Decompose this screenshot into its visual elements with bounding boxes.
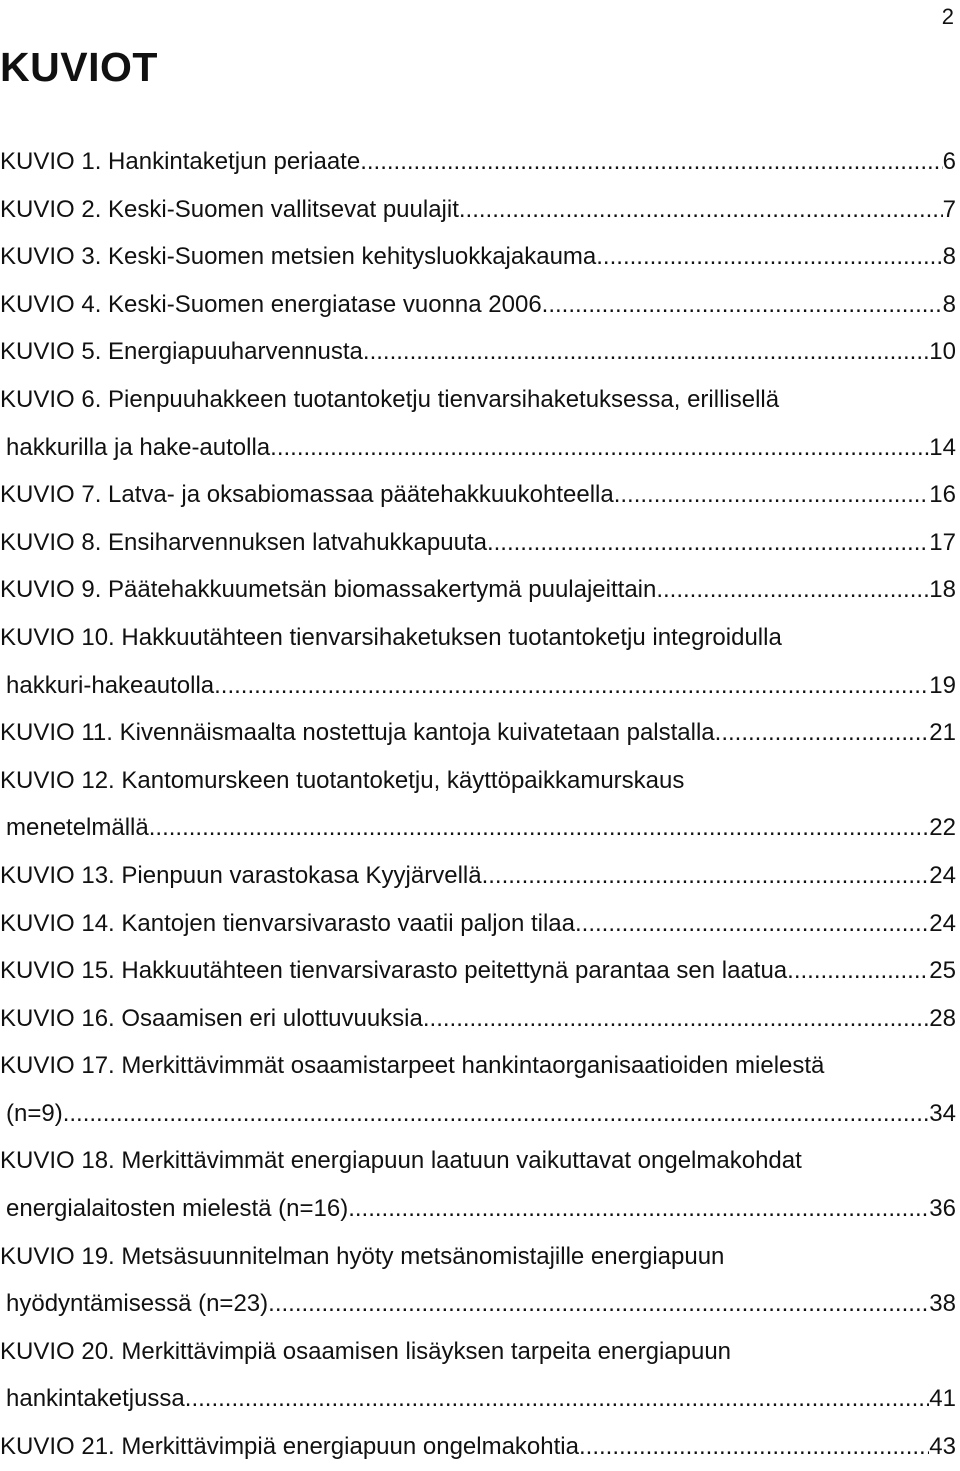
toc-entry-line	[0, 1375, 960, 1423]
toc-entry-line	[0, 471, 960, 519]
toc-entry-title: KUVIO 20. Merkittävimpiä osaamisen lisäyksen tarpeita energiapuun	[0, 1337, 732, 1365]
figure-list	[0, 138, 960, 1471]
toc-entry-title: energialaitosten mielestä (n=16).	[6, 1195, 355, 1223]
dot-leader	[787, 947, 929, 995]
dot-leader	[214, 662, 929, 710]
toc-entry-line	[0, 1137, 960, 1185]
toc-entry-title: KUVIO 15. Hakkuutähteen tienvarsivarasto peitettynä parantaa sen laatua	[0, 957, 788, 985]
toc-entry-page: 21	[929, 719, 956, 747]
toc-entry-title: (n=9).	[6, 1099, 70, 1127]
toc-entry-page: 7	[942, 195, 956, 223]
toc-entry[interactable]	[0, 900, 960, 948]
toc-entry[interactable]	[0, 1423, 960, 1471]
dot-leader	[277, 424, 929, 472]
toc-entry-title: KUVIO 18. Merkittävimmät energiapuun laatuun vaikuttavat ongelmakohdat	[0, 1147, 802, 1175]
toc-entry-page: 36	[929, 1195, 956, 1223]
dot-leader	[656, 566, 929, 614]
toc-entry[interactable]	[0, 1328, 960, 1423]
toc-entry-title: KUVIO 17. Merkittävimmät osaamistarpeet hankintaorganisaatioiden mielestä	[0, 1052, 825, 1080]
dot-leader	[155, 804, 929, 852]
dot-leader	[360, 138, 942, 186]
dot-leader	[423, 995, 929, 1043]
page-number: 2	[941, 4, 954, 29]
toc-entry-title: KUVIO 4. Keski-Suomen energiatase vuonna 2006	[0, 290, 542, 318]
toc-entry-page: 14	[929, 433, 956, 461]
toc-entry[interactable]	[0, 281, 960, 329]
dot-leader	[614, 471, 930, 519]
toc-entry-title: menetelmällä.	[6, 814, 156, 842]
toc-entry-line	[0, 852, 960, 900]
toc-entry-page: 19	[929, 671, 956, 699]
toc-entry-line	[0, 281, 960, 329]
toc-entry-title: KUVIO 2. Keski-Suomen vallitsevat puulajit	[0, 195, 459, 223]
toc-entry-page: 38	[929, 1290, 956, 1318]
dot-leader	[363, 328, 929, 376]
toc-entry[interactable]	[0, 233, 960, 281]
dot-leader	[355, 1185, 929, 1233]
toc-entry-title: KUVIO 3. Keski-Suomen metsien kehitysluokkajakauma	[0, 243, 597, 271]
toc-entry[interactable]	[0, 852, 960, 900]
toc-entry[interactable]	[0, 1137, 960, 1232]
dot-leader	[596, 233, 942, 281]
toc-entry[interactable]	[0, 138, 960, 186]
dot-leader	[575, 900, 929, 948]
dot-leader	[69, 1090, 929, 1138]
toc-entry-title: KUVIO 6. Pienpuuhakkeen tuotantoketju tienvarsihaketuksessa, erillisellä	[0, 385, 780, 413]
toc-entry[interactable]	[0, 376, 960, 471]
toc-entry-line	[0, 995, 960, 1043]
toc-entry-title: KUVIO 9. Päätehakkuumetsän biomassakertymä puulajeittain	[0, 576, 657, 604]
toc-entry-title: KUVIO 5. Energiapuuharvennusta	[0, 338, 363, 366]
dot-leader	[487, 519, 929, 567]
toc-entry-line	[0, 757, 960, 805]
toc-entry-page: 17	[929, 528, 956, 556]
toc-entry-title: KUVIO 12. Kantomurskeen tuotantoketju, käyttöpaikkamurskaus	[0, 766, 685, 794]
toc-entry-title: hakkurilla ja hake-autolla.	[6, 433, 277, 461]
toc-entry-page: 8	[942, 290, 956, 318]
toc-entry-title: KUVIO 10. Hakkuutähteen tienvarsihaketuksen tuotantoketju integroidulla	[0, 623, 782, 651]
toc-entry-page: 18	[929, 576, 956, 604]
toc-entry[interactable]	[0, 566, 960, 614]
toc-entry[interactable]	[0, 995, 960, 1043]
toc-entry-title: hankintaketjussa	[6, 1385, 185, 1413]
toc-entry-title: hyödyntämisessä (n=23).	[6, 1290, 275, 1318]
dot-leader	[482, 852, 930, 900]
toc-entry-page: 25	[929, 957, 956, 985]
toc-entry-line	[0, 1423, 960, 1471]
toc-entry-line	[0, 709, 960, 757]
dot-leader	[185, 1375, 930, 1423]
toc-entry-page: 8	[942, 243, 956, 271]
toc-entry-title: KUVIO 19. Metsäsuunnitelman hyöty metsänomistajille energiapuun	[0, 1242, 725, 1270]
toc-entry-title: KUVIO 21. Merkittävimpiä energiapuun ongelmakohtia	[0, 1433, 579, 1461]
dot-leader	[715, 709, 930, 757]
dot-leader	[275, 1280, 929, 1328]
toc-entry[interactable]	[0, 1042, 960, 1137]
toc-entry-line	[0, 328, 960, 376]
dot-leader	[579, 1423, 929, 1471]
toc-entry-line	[0, 138, 960, 186]
toc-entry-title: KUVIO 14. Kantojen tienvarsivarasto vaatii paljon tilaa	[0, 909, 575, 937]
toc-entry[interactable]	[0, 519, 960, 567]
toc-entry-line	[0, 566, 960, 614]
dot-leader	[459, 186, 943, 234]
toc-entry-line	[0, 1090, 960, 1138]
toc-entry-title: KUVIO 16. Osaamisen eri ulottuvuuksia	[0, 1004, 423, 1032]
toc-entry-line	[0, 186, 960, 234]
toc-entry-title: hakkuri-hakeautolla	[6, 671, 215, 699]
page-title: KUVIOT	[0, 44, 158, 90]
toc-entry[interactable]	[0, 1233, 960, 1328]
toc-entry-line	[0, 1042, 960, 1090]
toc-entry-page: 24	[929, 909, 956, 937]
toc-entry-page: 43	[929, 1433, 956, 1461]
toc-entry[interactable]	[0, 947, 960, 995]
toc-entry-page: 28	[929, 1004, 956, 1032]
toc-entry-title: KUVIO 7. Latva- ja oksabiomassaa päätehakkuukohteella	[0, 481, 614, 509]
toc-entry-page: 22	[929, 814, 956, 842]
toc-entry-title: KUVIO 11. Kivennäismaalta nostettuja kantoja kuivatetaan palstalla	[0, 719, 715, 747]
toc-entry-line	[0, 233, 960, 281]
toc-entry[interactable]	[0, 186, 960, 234]
toc-entry-page: 10	[929, 338, 956, 366]
toc-entry-line	[0, 424, 960, 472]
toc-entry-line	[0, 1185, 960, 1233]
toc-entry[interactable]	[0, 471, 960, 519]
toc-entry-page: 24	[929, 861, 956, 889]
dot-leader	[542, 281, 943, 329]
toc-entry-page: 6	[942, 148, 956, 175]
toc-entry-line	[0, 1280, 960, 1328]
toc-entry[interactable]	[0, 614, 960, 709]
toc-entry-line	[0, 376, 960, 424]
toc-entry-page: 16	[929, 481, 956, 509]
toc-entry-title: KUVIO 13. Pienpuun varastokasa Kyyjärvellä	[0, 861, 482, 889]
toc-entry[interactable]	[0, 757, 960, 852]
toc-entry[interactable]	[0, 709, 960, 757]
toc-entry-page: 41	[929, 1385, 956, 1413]
toc-entry-line	[0, 519, 960, 567]
toc-entry-page: 34	[929, 1099, 956, 1127]
toc-entry-line	[0, 662, 960, 710]
toc-entry-line	[0, 804, 960, 852]
toc-entry-line	[0, 1233, 960, 1281]
toc-entry-line	[0, 947, 960, 995]
toc-entry[interactable]	[0, 328, 960, 376]
toc-entry-line	[0, 1328, 960, 1376]
toc-entry-title: KUVIO 8. Ensiharvennuksen latvahukkapuuta	[0, 528, 487, 556]
toc-entry-line	[0, 900, 960, 948]
toc-entry-title: KUVIO 1. Hankintaketjun periaate	[0, 148, 361, 175]
toc-entry-line	[0, 614, 960, 662]
